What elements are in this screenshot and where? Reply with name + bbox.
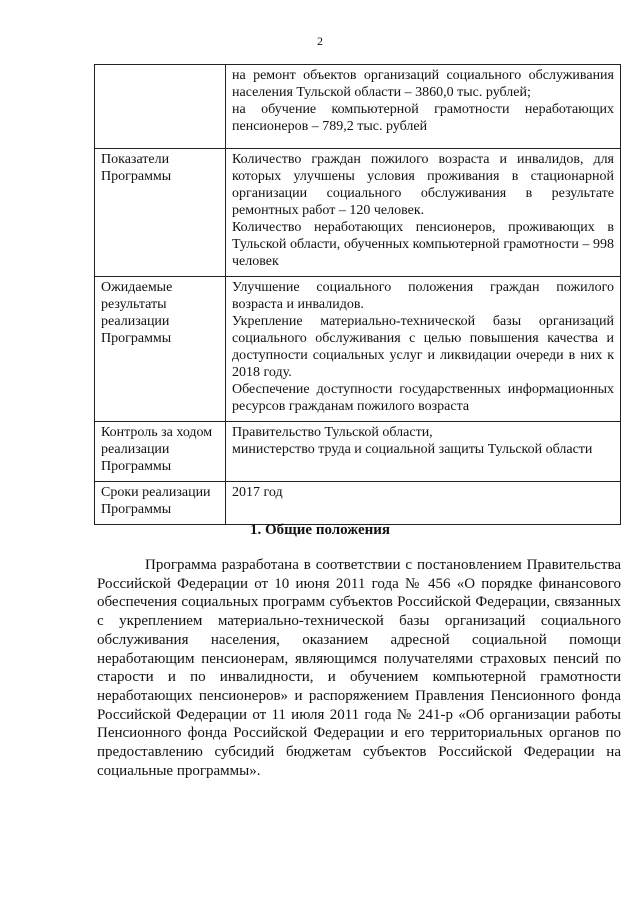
table-row — [95, 277, 621, 422]
section-heading: 1. Общие положения — [249, 522, 391, 538]
row-label: Контроль за ходом реализации Программы — [95, 422, 226, 482]
row-label: Ожидаемые результаты реализации Программы — [95, 277, 226, 422]
row-value — [226, 65, 621, 149]
table-row — [95, 482, 621, 525]
value-line: Правительство Тульской области, — [232, 425, 433, 440]
table-row — [95, 65, 621, 149]
row-label: Показатели Программы — [95, 149, 226, 277]
table-row — [95, 149, 621, 277]
row-value — [226, 149, 621, 277]
row-value — [226, 482, 621, 525]
table-row — [95, 422, 621, 482]
page-number: 2 — [317, 34, 323, 48]
row-label — [95, 65, 226, 149]
value-line: 2017 год — [232, 485, 283, 500]
value-line: Укрепление материально-технической базы организаций социального обслуживания с целью повышения качества и доступности социальных услуг и ликвидации очереди в них к 2018 году. — [232, 314, 614, 380]
value-line: на обучение компьютерной грамотности неработающих пенсионеров – 789,2 тыс. рублей — [232, 102, 614, 134]
value-line: министерство труда и социальной защиты Тульской области — [232, 442, 593, 457]
value-line: на ремонт объектов организаций социального обслуживания населения Тульской области – 3860,0 тыс. рублей; — [232, 68, 614, 100]
row-value — [226, 422, 621, 482]
value-line: Улучшение социального положения граждан пожилого возраста и инвалидов. — [232, 280, 614, 312]
row-label: Сроки реализации Программы — [95, 482, 226, 525]
body-paragraph: Программа разработана в соответствии с постановлением Правительства Российской Федерации от 10 июня 2011 года № 456 «О порядке финансового обеспечения социальных программ субъектов Российской Федерации, связанных с укреплением материально-технической базы организаций социального обслуживания населения, оказанием адресной социальной помощи неработающим пенсионерам, являющимся получателями страховых пенсий по старости и по инвалидности, и обучением компьютерной грамотности неработающих пенсионеров» и распоряжением Правления Пенсионного фонда Российской Федерации от 11 июля 2011 года № 241-р «Об организации работы Пенсионного фонда Российской Федерации и его территориальных органов по предоставлению субсидий бюджетам субъектов Российской Федерации на социальные программы». — [97, 557, 621, 779]
value-line: Количество граждан пожилого возраста и инвалидов, для которых улучшены условия проживания в стационарной организации социального обслуживания в результате ремонтных работ – 120 человек. — [232, 152, 614, 218]
row-value — [226, 277, 621, 422]
value-line: Количество неработающих пенсионеров, проживающих в Тульской области, обученных компьютерной грамотности – 998 человек — [232, 220, 614, 269]
program-passport-table — [94, 64, 621, 525]
value-line: Обеспечение доступности государственных информационных ресурсов гражданам пожилого возраста — [232, 382, 614, 414]
